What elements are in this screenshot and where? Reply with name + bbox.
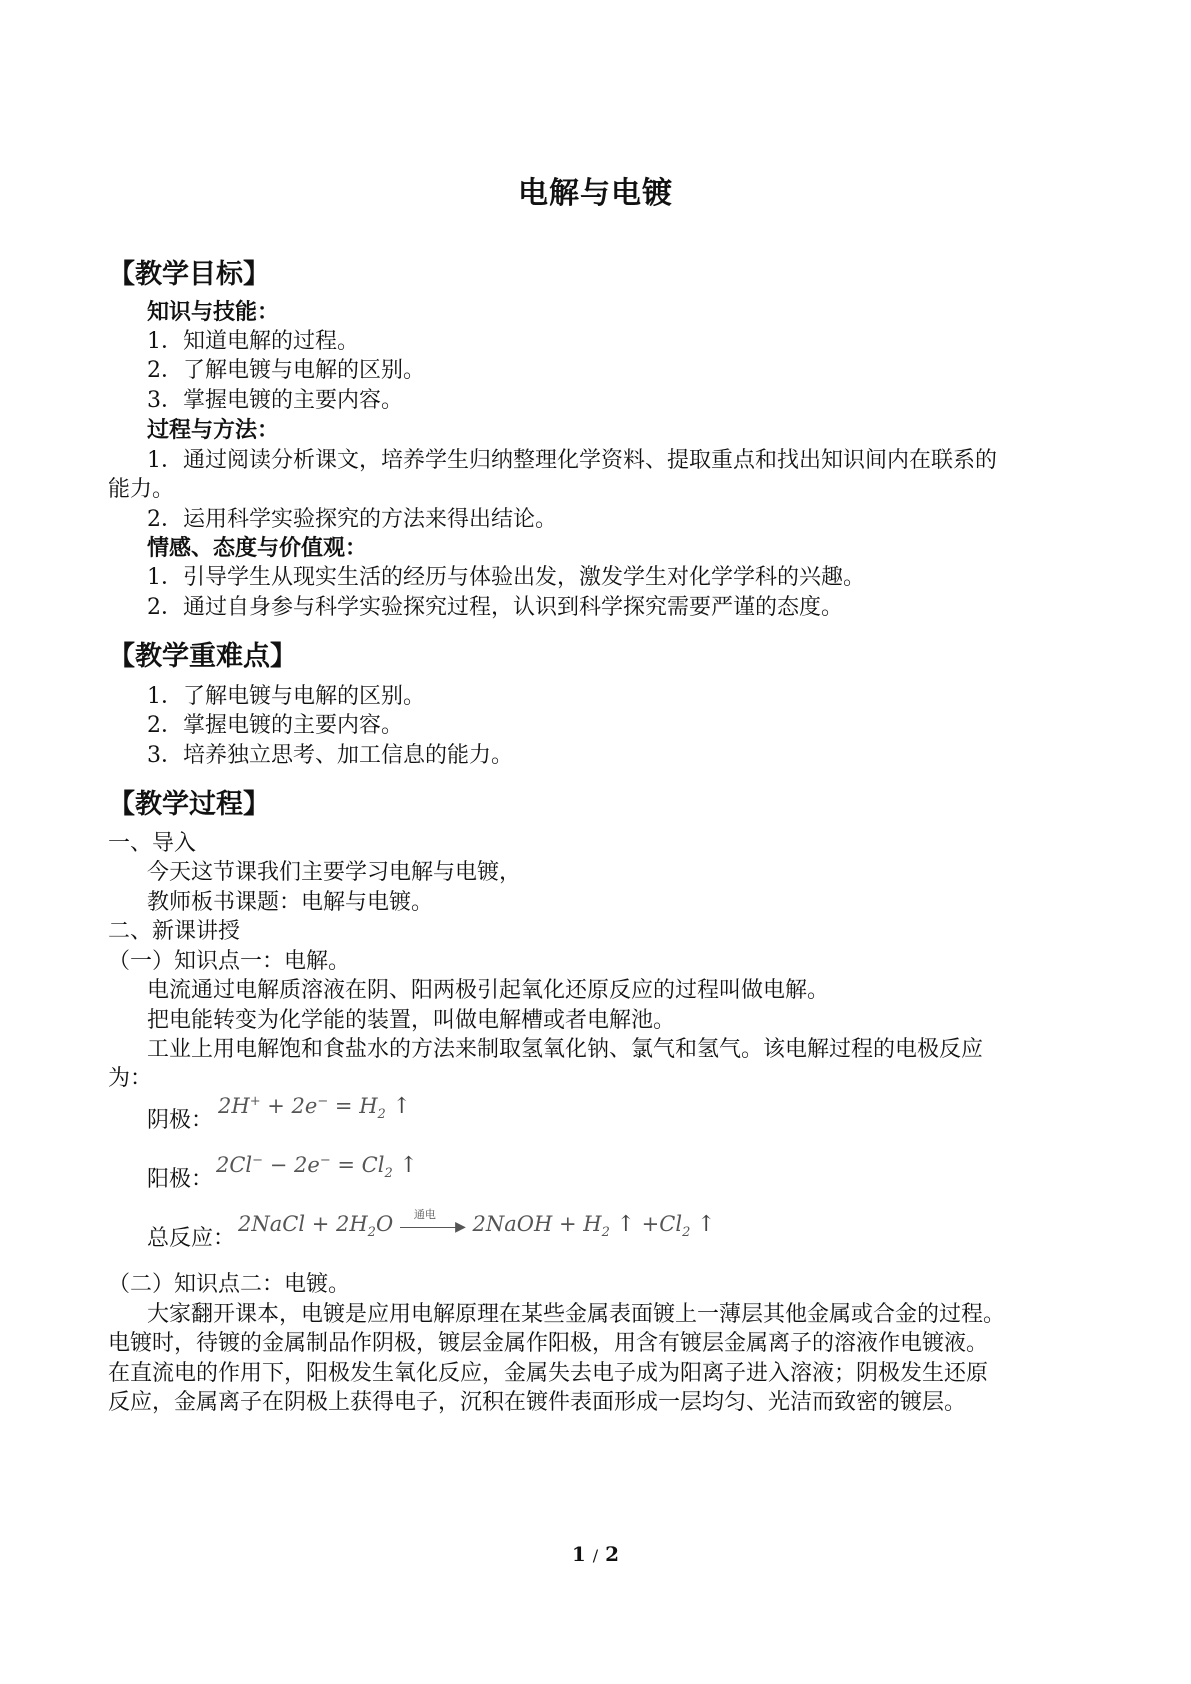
paragraph-line: 教师板书课题：电解与电镀。 <box>147 890 434 915</box>
list-item: 2．了解电镀与电解的区别。 <box>147 358 425 383</box>
list-item: 1．引导学生从现实生活的经历与体验出发，激发学生对化学学科的兴趣。 <box>147 565 865 590</box>
gas-arrow-icon: ↑ <box>616 1212 635 1237</box>
list-item: 1．通过阅读分析课文，培养学生归纳整理化学资料、提取重点和找出知识间内在联系的 <box>147 448 997 473</box>
knowledge-point-heading: （一）知识点一：电解。 <box>108 949 351 974</box>
paragraph-line: 今天这节课我们主要学习电解与电镀， <box>147 860 522 885</box>
page-current: 1 <box>571 1542 586 1566</box>
paragraph-line: 电流通过电解质溶液在阴、阳两极引起氧化还原反应的过程叫做电解。 <box>147 978 830 1003</box>
paragraph-line: 电镀时，待镀的金属制品作阴极，镀层金属作阳极，用含有镀层金属离子的溶液作电镀液。 <box>108 1331 989 1356</box>
part-heading: 二、新课讲授 <box>108 919 241 944</box>
list-item: 3．掌握电镀的主要内容。 <box>147 388 403 413</box>
list-item-continuation: 能力。 <box>108 477 175 502</box>
list-item: 2．掌握电镀的主要内容。 <box>147 713 403 738</box>
page-total: 2 <box>605 1542 620 1566</box>
list-item: 1．知道电解的过程。 <box>147 329 359 354</box>
gas-arrow-icon: ↑ <box>392 1094 411 1119</box>
gas-arrow-icon: ↑ <box>399 1153 418 1178</box>
subheading-attitude: 情感、态度与价值观： <box>147 536 368 561</box>
cathode-equation: $2H^+ + 2e^- = H_2$ ↑ <box>218 1094 411 1123</box>
anode-label: 阳极： <box>147 1167 214 1192</box>
page-separator: / <box>592 1546 599 1565</box>
reaction-arrow-icon: 通电 ▶ <box>400 1216 466 1236</box>
paragraph-line: 在直流电的作用下，阳极发生氧化反应，金属失去电子成为阳离子进入溶液；阴极发生还原 <box>108 1361 989 1386</box>
page-number <box>0 1542 1191 1566</box>
subheading-method: 过程与方法： <box>147 418 280 443</box>
knowledge-point-heading: （二）知识点二：电镀。 <box>108 1272 351 1297</box>
list-item: 3．培养独立思考、加工信息的能力。 <box>147 743 513 768</box>
page-title: 电解与电镀 <box>518 176 673 211</box>
section-heading-key-points: 【教学重难点】 <box>108 641 297 672</box>
list-item: 2．运用科学实验探究的方法来得出结论。 <box>147 507 557 532</box>
anode-equation: $2Cl^- - 2e^- = Cl_2$ ↑ <box>216 1153 418 1182</box>
arrow-condition: 通电 <box>413 1207 436 1221</box>
paragraph-line: 反应，金属离子在阴极上获得电子，沉积在镀件表面形成一层均匀、光洁而致密的镀层。 <box>108 1390 967 1415</box>
gas-arrow-icon: ↑ <box>697 1212 716 1237</box>
subheading-knowledge: 知识与技能： <box>147 300 280 325</box>
list-item: 1．了解电镀与电解的区别。 <box>147 684 425 709</box>
section-heading-process: 【教学过程】 <box>108 789 270 820</box>
paragraph-line: 把电能转变为化学能的装置，叫做电解槽或者电解池。 <box>147 1008 676 1033</box>
total-reaction-label: 总反应： <box>147 1226 236 1251</box>
paragraph-line: 为： <box>108 1066 153 1091</box>
cathode-label: 阴极： <box>147 1108 214 1133</box>
paragraph-line: 大家翻开课本，电镀是应用电解原理在某些金属表面镀上一薄层其他金属或合金的过程。 <box>147 1302 1006 1327</box>
list-item: 2．通过自身参与科学实验探究过程，认识到科学探究需要严谨的态度。 <box>147 595 843 620</box>
part-heading: 一、导入 <box>108 831 197 856</box>
section-heading-objectives: 【教学目标】 <box>108 259 270 290</box>
paragraph-line: 工业上用电解饱和食盐水的方法来制取氢氧化钠、氯气和氢气。该电解过程的电极反应 <box>147 1037 984 1062</box>
total-equation: 2NaCl + $2H_2O$ 通电 ▶ 2NaOH + $H_2$ ↑ $+Cl_2$ ↑ <box>238 1207 716 1241</box>
